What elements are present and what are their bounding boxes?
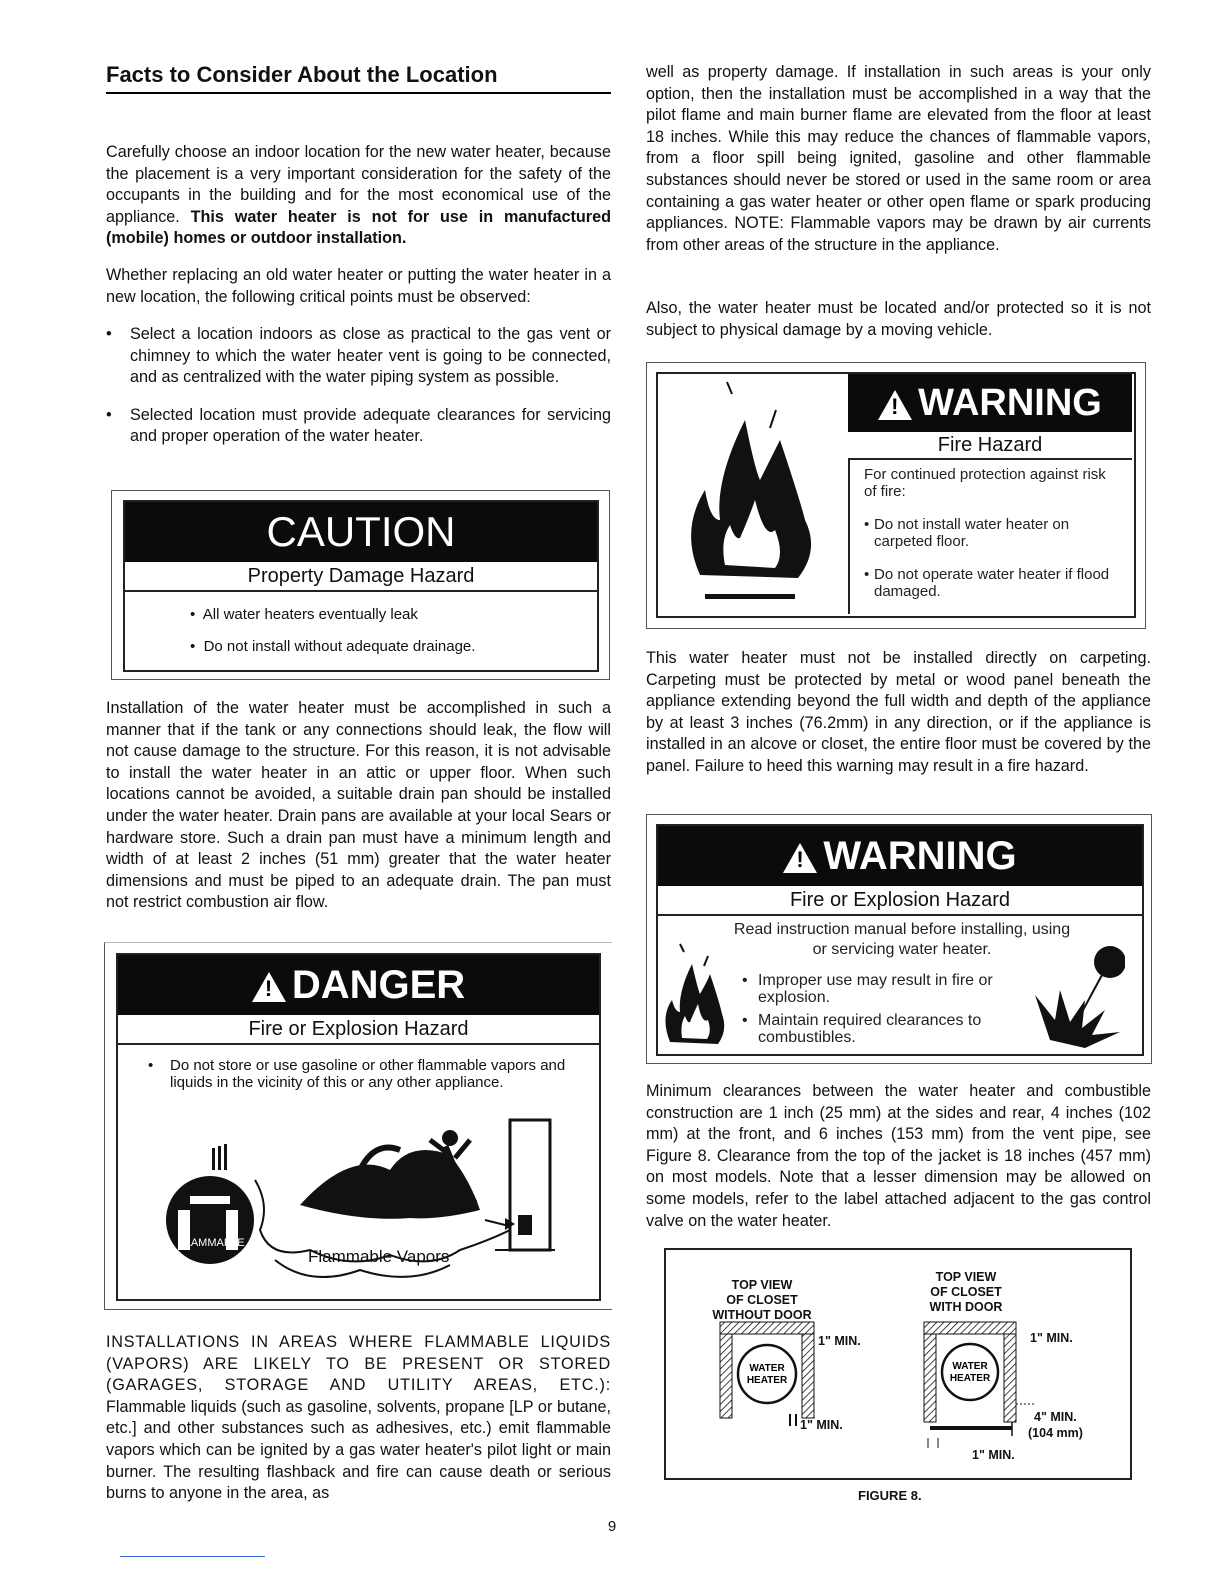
page-number: 9 (607, 1518, 617, 1535)
flame-small-icon (660, 942, 730, 1050)
location-bullets (106, 324, 611, 448)
person-icon (442, 1130, 458, 1146)
svg-text:WATER: WATER (749, 1363, 785, 1374)
flame-icon (680, 380, 820, 605)
warning-explosion-intro: Read instruction manual before installing, using or servicing water heater. (733, 921, 1071, 958)
warning-fire-hazard-title: Fire Hazard (848, 432, 1132, 460)
danger-item: • Do not store or use gasoline or other flammable vapors and liquids in the vicinity of this or any other appliance. (148, 1057, 566, 1091)
warning-fire-item: • Do not operate water heater if flood damaged. (864, 566, 1110, 600)
observe-paragraph: Whether replacing an old water heater or putting the water heater in a new location, the following critical points must be observed: (106, 266, 611, 306)
clearance-label: 1" MIN. (800, 1418, 843, 1432)
danger-hazard-title: Fire or Explosion Hazard (118, 1015, 599, 1045)
clearance-label: 1" MIN. (972, 1448, 1015, 1462)
intro-text: Carefully choose an indoor location for the new water heater, because the placement is a very important consideration for the safety of the occupants in the building and for the most economical use of the appliance. (106, 143, 611, 226)
flammable-areas-paragraph (106, 1332, 611, 1505)
warning-explosion-items (742, 972, 1042, 1046)
figure-right-title: TOP VIEW OF CLOSET WITH DOOR (929, 1270, 1003, 1314)
bullet-item: • Select a location indoors as close as practical to the gas vent or chimney to which the water heater vent is going to be connected, and as centralized with the water piping system as possible. (106, 324, 611, 389)
svg-text:WATER: WATER (952, 1361, 988, 1372)
warning-explosion-banner: ! WARNING (658, 826, 1142, 886)
continued-paragraph: well as property damage. If installation in such areas is your only option, then the installation must be accomplished in a way that the pilot flame and main burner flame are elevated from the floor at least 18 inches. While this may reduce the chances of flammable vapors, from a floor spill being ignited, gasoline and other flammable substances should never be stored or used in the same room or area containing a gas water heater or other open flame or spark producing appliances. NOTE: Flammable vapors may be drawn by air currents from other areas of the structure in the appliance. (646, 63, 1151, 254)
warning-explosion-hazard-title: Fire or Explosion Hazard (658, 886, 1142, 916)
warning-fire-item: • Do not install water heater on carpeted floor. (864, 516, 1070, 550)
clearances-paragraph: Minimum clearances between the water heater and combustible construction are 1 inch (25 mm) at the sides and rear, 4 inches (102 mm) at the front, and 6 inches (153 mm) from the vent pipe, see Figure 8. Clearance from the top of the jacket is 18 inches (457 mm) on most models. Note that a lesser dimension may be allowed on some models, refer to the label attached adjacent to the gas control valve on the water heater. (646, 1082, 1151, 1230)
caution-item: • All water heaters eventually leak (190, 606, 418, 623)
clearance-label: 4" MIN. (1034, 1410, 1077, 1424)
page-title: Facts to Consider About the Location (106, 60, 611, 94)
intro-paragraph (106, 142, 611, 250)
intro-bold-text: This water heater is not for use in manufactured (mobile) homes or outdoor installation. (106, 207, 611, 248)
clearance-label: 1" MIN. (1030, 1331, 1073, 1345)
footnote-rule (120, 1556, 265, 1557)
vehicle-paragraph: Also, the water heater must be located and/or protected so it is not subject to physical damage by a moving vehicle. (646, 299, 1151, 339)
danger-banner: ! DANGER (118, 955, 599, 1015)
figure-caption: FIGURE 8. (858, 1488, 922, 1503)
warning-fire-banner: ! WARNING (848, 374, 1132, 432)
explosion-icon (1030, 940, 1125, 1052)
svg-text:FLAMMABLE: FLAMMABLE (178, 1237, 245, 1249)
caution-hazard-title: Property Damage Hazard (125, 562, 597, 592)
carpet-paragraph: This water heater must not be installed directly on carpeting. Carpeting must be protected by metal or wood panel beneath the appliance extending beyond the full width and depth of the appliance by at least 3 inches (76.2mm) in any direction, or if the appliance is installed in an alcove or closet, the entire floor must be covered by the panel. Failure to heed this warning may result in a fire hazard. (646, 649, 1151, 775)
svg-text:HEATER: HEATER (746, 1375, 788, 1386)
svg-text:Flammable Vapors: Flammable Vapors (308, 1247, 450, 1266)
warning-triangle-icon: ! (783, 843, 817, 873)
drain-paragraph: Installation of the water heater must be accomplished in such a manner that if the tank or any connections should leak, the flow will not cause damage to the structure. For this reason, it is not advisable to install the water heater in an attic or upper floor. When such locations cannot be avoided, a suitable drain pan should be installed under the water heater. Drain pans are available at your local Sears or hardware store. Such a drain pan must have a minimum length and width of at least 2 inches (51 mm) greater that the water heater dimensions and must be piped to an adequate drain. The pan must not restrict combustion air flow. (106, 699, 611, 912)
caution-banner: CAUTION (125, 502, 597, 562)
warning-fire-text: For continued protection against risk of fire: • Do not install water heater on carpeted floor. • Do not operate water heater if flood damaged. (864, 466, 1122, 600)
flammable-areas-caps: INSTALLATIONS IN AREAS WHERE FLAMMABLE LIQUIDS (VAPORS) ARE LIKELY TO BE PRESENT OR STORED (GARAGES, STORAGE AND UTILITY AREAS, ETC.): (106, 1333, 611, 1395)
flammable-vapors-illustration (160, 1110, 580, 1288)
warning-explosion-item: • Maintain required clearances to combustibles. (742, 1012, 982, 1046)
caution-items (190, 606, 570, 655)
clearance-label: 1" MIN. (818, 1334, 861, 1348)
warning-triangle-icon: ! (878, 390, 912, 420)
caution-item: • Do not install without adequate drainage. (190, 638, 476, 655)
svg-text:HEATER: HEATER (949, 1373, 991, 1384)
flammable-areas-text: Flammable liquids (such as gasoline, solvents, propane [LP or butane, etc.] and other substances such as adhesives, etc.) emit flammable vapors which can be ignited by a gas water heater's pilot light or main burner. The resulting flashback and fire can cause death or serious burns to anyone in the area, as (106, 1397, 611, 1503)
bullet-item: • Selected location must provide adequate clearances for servicing and proper operation of the water heater. (106, 405, 611, 448)
figure-left-title: TOP VIEW OF CLOSET WITHOUT DOOR (712, 1278, 812, 1322)
clearance-label: (104 mm) (1028, 1426, 1083, 1440)
warning-triangle-icon: ! (252, 972, 286, 1002)
warning-explosion-item: • Improper use may result in fire or explosion. (742, 972, 993, 1006)
